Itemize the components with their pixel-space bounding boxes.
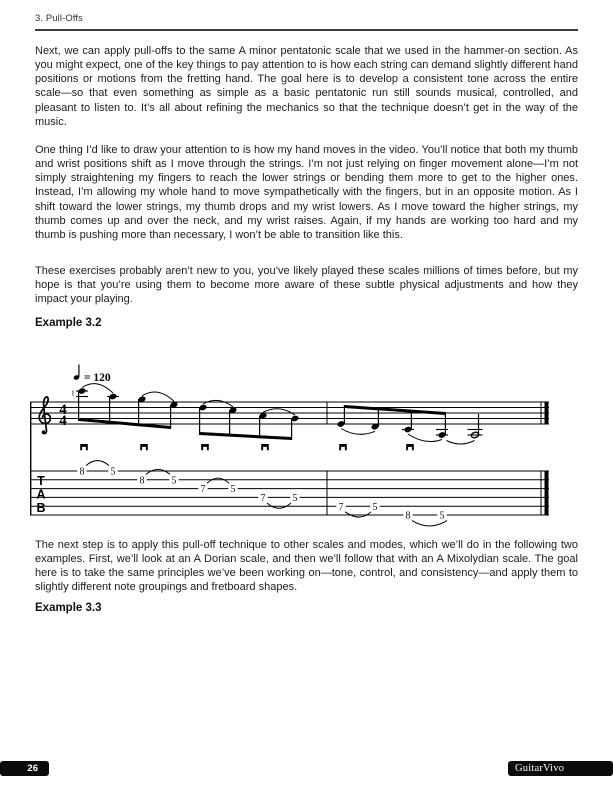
tab-fret-number: 5 bbox=[171, 475, 177, 487]
tab-fret-number: 5 bbox=[372, 501, 378, 513]
brand-name: GuitarVivo bbox=[515, 763, 565, 774]
running-header: 3. Pull-Offs bbox=[35, 13, 84, 24]
measure-2-notes bbox=[337, 405, 480, 439]
time-signature-bottom: 4 bbox=[59, 413, 67, 430]
tab-letter-t: T bbox=[37, 474, 45, 488]
paragraph-4: The next step is to apply this pull-off technique to other scales and modes, which we’ll do in the following two examples. First, we’ll look at an A Dorian scale, and then we’ll follow that with an A Mixolydian scale. The goal here is to take the same principles we’ve been working on—tone, control, and consistency—and apply them to slightly different note groupings and fretboard shapes. bbox=[35, 539, 578, 594]
tab-clef bbox=[36, 474, 45, 515]
paragraph-2: One thing I’d like to draw your attention to is how my hand moves in the video. You’ll notice that both my thumb and wrist positions shift as I move through the strings. I’m not just relying on finger movement alone—I’m not simply straightening my fingers to reach the lower strings or bending them more to get to the higher ones. Instead, I’m allowing my whole hand to move sympathetically with the fingers, but in an opposite motion. As I shift toward the lower strings, my thumb drops and my wrist lowers. As I move toward the higher strings, my thumb comes up and over the neck, and my wrist raises. Again, if my hands are working too hard and my thumb is pushing more than necessary, I won’t be able to transition like this. bbox=[35, 144, 578, 241]
tempo-text: = 120 bbox=[84, 372, 111, 384]
brand-badge bbox=[508, 761, 613, 776]
tab-fret-number: 5 bbox=[439, 510, 445, 522]
tab-staff bbox=[30, 471, 549, 515]
example-3-2-heading: Example 3.2 bbox=[35, 317, 102, 329]
tab-fret-numbers bbox=[77, 466, 446, 522]
quarter-note-icon bbox=[73, 365, 80, 381]
tab-fret-number: 8 bbox=[405, 510, 411, 522]
paragraph-3: These exercises probably aren’t new to you, you’ve likely played these scales millions of times before, but my hope is that you’re using them to become more aware of these subtle physical adjustments and how they impact your playing. bbox=[35, 265, 578, 306]
tab-fret-number: 8 bbox=[139, 475, 145, 487]
tab-fret-number: 8 bbox=[79, 466, 85, 478]
tab-fret-number: 7 bbox=[338, 501, 344, 513]
page-number-badge bbox=[0, 761, 49, 776]
header-rule bbox=[35, 29, 578, 31]
paragraph-1: Next, we can apply pull-offs to the same A minor pentatonic scale that we used in the hammer-on section. As you might expect, one of the key things to pay attention to is how each string can demand slightly different hand positions or motions from the fretting hand. The goal here is to develop a consistent tone across the entire scale—so that even something as simple as a basic pentatonic run still sounds musical, controlled, and pleasant to listen to. It’s all about refining the mechanics so that the technique doesn’t get in the way of the music. bbox=[35, 45, 578, 128]
staff-slurs bbox=[82, 384, 475, 444]
page-number: 26 bbox=[27, 763, 38, 774]
tab-fret-number: 7 bbox=[260, 493, 266, 504]
time-signature-top: 4 bbox=[59, 401, 67, 418]
fingering-number: 1 bbox=[71, 388, 75, 398]
tab-letter-a: A bbox=[36, 487, 46, 502]
measure-1-notes bbox=[78, 387, 300, 440]
example-3-3-heading: Example 3.3 bbox=[35, 602, 102, 614]
tab-fret-number: 5 bbox=[110, 466, 116, 478]
tab-fret-number: 5 bbox=[230, 484, 236, 496]
notation-svg bbox=[30, 362, 560, 534]
tab-letter-b: B bbox=[36, 501, 46, 515]
tempo-marking bbox=[73, 365, 111, 385]
music-example-3-2 bbox=[30, 362, 560, 534]
tab-fret-number: 7 bbox=[200, 484, 206, 496]
time-signature bbox=[59, 402, 67, 429]
tab-fret-number: 5 bbox=[292, 493, 298, 504]
downstroke-icons bbox=[80, 444, 414, 450]
